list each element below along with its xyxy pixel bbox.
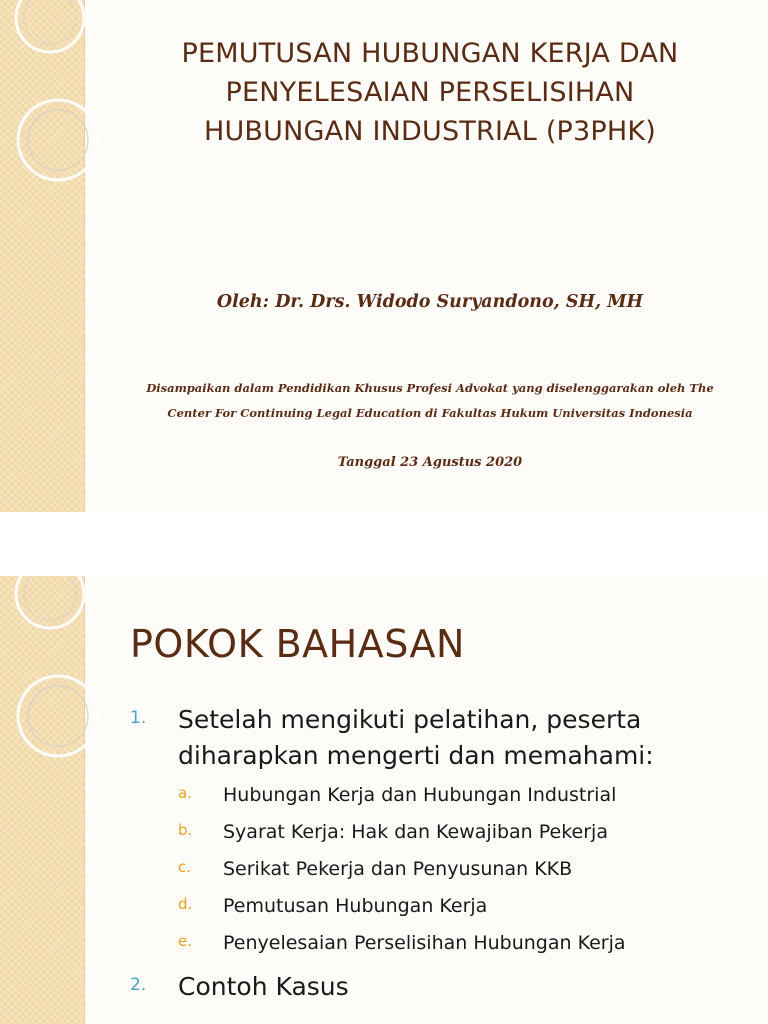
sub-text: Pemutusan Hubungan Kerja — [223, 895, 488, 917]
slide-title — [100, 34, 760, 151]
slide-gap — [0, 512, 768, 576]
topic-list — [130, 702, 750, 1005]
sub-text: Hubungan Kerja dan Hubungan Industrial — [223, 784, 617, 806]
list-number: 2. — [130, 975, 147, 995]
title-line: PENYELESAIAN PERSELISIHAN — [225, 77, 635, 108]
sub-letter: c. — [178, 858, 192, 876]
sub-text: Serikat Pekerja dan Penyusunan KKB — [223, 858, 573, 880]
sub-list-item — [178, 891, 750, 928]
list-item — [130, 702, 750, 965]
sub-text: Penyelesaian Perselisihan Hubungan Kerja — [223, 932, 626, 954]
date-line: Tanggal 23 Agustus 2020 — [337, 455, 523, 470]
delivered-line: Disampaikan dalam Pendidikan Khusus Profesi Advokat yang diselenggarakan oleh The — [146, 381, 714, 395]
sub-list-item — [178, 817, 750, 854]
title-line: HUBUNGAN INDUSTRIAL (P3PHK) — [203, 116, 657, 147]
decorative-rings — [0, 576, 140, 776]
slide-heading: POKOK BAHASAN — [130, 622, 465, 666]
delivered-line: Center For Continuing Legal Education di Fakultas Hukum Universitas Indonesia — [167, 406, 693, 420]
sub-list — [178, 780, 750, 965]
list-item-line: Contoh Kasus — [178, 972, 349, 1001]
list-item-line: diharapkan mengerti dan memahami: — [178, 741, 654, 770]
author-line: Oleh: Dr. Drs. Widodo Suryandono, SH, MH — [216, 292, 644, 312]
list-number: 1. — [130, 708, 147, 728]
sub-letter: e. — [178, 932, 192, 950]
sub-text: Syarat Kerja: Hak dan Kewajiban Pekerja — [223, 821, 608, 843]
list-item — [130, 969, 750, 1005]
sub-letter: d. — [178, 895, 193, 913]
sub-list-item — [178, 854, 750, 891]
title-line: PEMUTUSAN HUBUNGAN KERJA DAN — [181, 38, 679, 69]
sub-letter: a. — [178, 784, 192, 802]
list-item-line: Setelah mengikuti pelatihan, peserta — [178, 705, 642, 734]
sub-list-item — [178, 780, 750, 817]
agenda-slide — [0, 576, 768, 1024]
sub-list-item — [178, 928, 750, 965]
list-item-text — [178, 702, 750, 774]
delivered-text — [100, 376, 760, 426]
list-item-text — [178, 969, 750, 1005]
sub-letter: b. — [178, 821, 193, 839]
